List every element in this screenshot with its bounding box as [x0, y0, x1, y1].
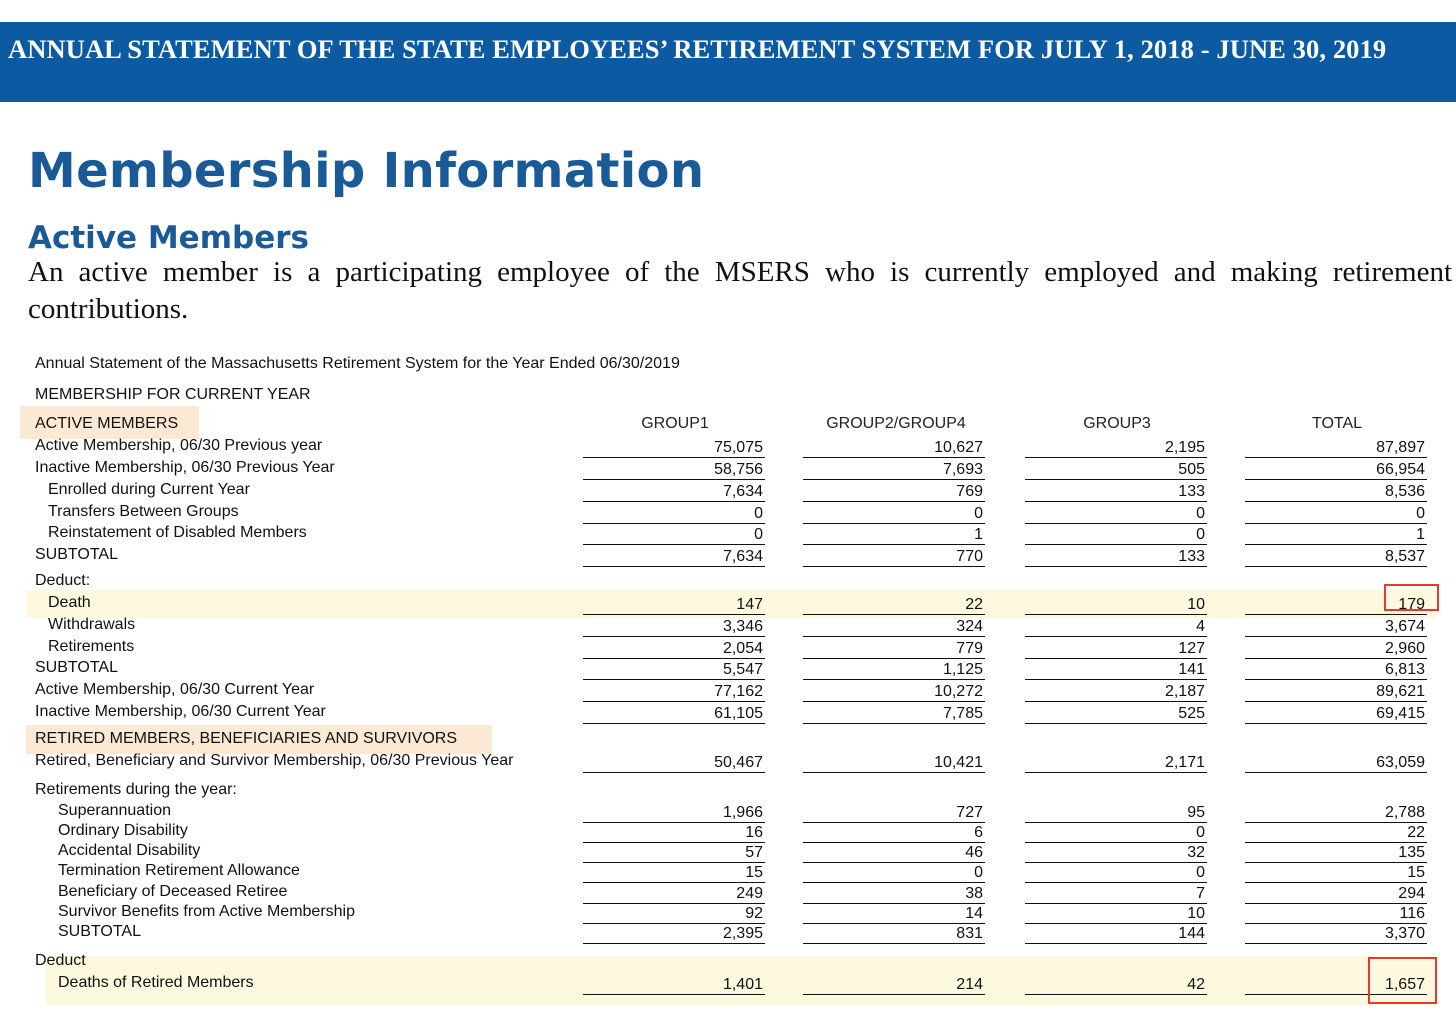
table-cell: [1025, 705, 1207, 724]
section-header: ACTIVE MEMBERS: [35, 415, 179, 432]
cell-value: 2,788: [1384, 804, 1425, 821]
intro-paragraph: An active member is a participating employee of the MSERS who is currently employed and making retirement contributions.: [28, 256, 1452, 325]
table-cell: [803, 439, 985, 458]
statement-caption: Annual Statement of the Massachusetts Retirement System for the Year Ended 06/30/2019: [35, 355, 680, 372]
cell-value: 249: [736, 885, 763, 902]
table-cell: [1025, 526, 1207, 545]
table-cell: [1245, 925, 1427, 944]
cell-value: 7,634: [722, 548, 763, 565]
row-label: Inactive Membership, 06/30 Current Year: [35, 703, 326, 720]
table-cell: [1245, 683, 1427, 702]
cell-value: 6,813: [1384, 661, 1425, 678]
cell-value: 2,171: [1164, 754, 1205, 771]
table-cell: [583, 461, 765, 480]
cell-value: 0: [1196, 526, 1205, 543]
column-header: GROUP1: [641, 415, 709, 432]
table-cell: [1245, 804, 1427, 823]
column-header: GROUP2/GROUP4: [826, 415, 966, 432]
table-cell: [1025, 661, 1207, 680]
table-cell: [583, 483, 765, 502]
cell-value: 0: [1416, 505, 1425, 522]
row-label: Reinstatement of Disabled Members: [48, 524, 307, 541]
table-cell: [583, 976, 765, 995]
table-cell: [583, 804, 765, 823]
row-label: Death: [48, 594, 91, 611]
table-cell: [583, 885, 765, 904]
cell-value: 1,401: [722, 976, 763, 993]
cell-value: 141: [1178, 661, 1205, 678]
table-cell: [803, 526, 985, 545]
cell-value: 769: [956, 483, 983, 500]
table-cell: [803, 804, 985, 823]
cell-value: 2,187: [1164, 683, 1205, 700]
cell-value: 4: [1196, 618, 1205, 635]
section-subtitle: Active Members: [28, 220, 309, 256]
cell-value: 38: [965, 885, 983, 902]
table-cell: [1245, 844, 1427, 863]
table-cell: [583, 439, 765, 458]
cell-value: 147: [736, 596, 763, 613]
table-cell: [583, 526, 765, 545]
cell-value: 2,054: [722, 640, 763, 657]
cell-value: 95: [1187, 804, 1205, 821]
column-header: TOTAL: [1311, 415, 1363, 432]
table-cell: [583, 640, 765, 659]
page-title: Membership Information: [28, 143, 705, 199]
cell-value: 7,693: [942, 461, 983, 478]
cell-value: 58,756: [714, 461, 763, 478]
cell-value: 2,395: [722, 925, 763, 942]
row-label: Survivor Benefits from Active Membership: [58, 903, 355, 920]
cell-value: 144: [1178, 925, 1205, 942]
table-cell: [803, 461, 985, 480]
cell-value: 87,897: [1376, 439, 1425, 456]
table-cell: [1025, 754, 1207, 773]
table-cell: [803, 505, 985, 524]
table-cell: [1025, 439, 1207, 458]
row-label: Accidental Disability: [58, 842, 201, 859]
table-cell: [1025, 864, 1207, 883]
table-cell: [803, 640, 985, 659]
table-cell: [1025, 824, 1207, 843]
table-cell: [803, 483, 985, 502]
table-cell: [1025, 844, 1207, 863]
table-cell: [803, 905, 985, 924]
row-label: Deaths of Retired Members: [58, 974, 254, 991]
row-label: Retired, Beneficiary and Survivor Membership, 06/30 Previous Year: [35, 752, 514, 769]
cell-value: 10: [1187, 905, 1205, 922]
cell-value: 727: [956, 804, 983, 821]
cell-value: 3,346: [722, 618, 763, 635]
table-cell: [583, 661, 765, 680]
cell-value: 127: [1178, 640, 1205, 657]
cell-value: 10,627: [934, 439, 983, 456]
row-label: Enrolled during Current Year: [48, 481, 250, 498]
cell-value: 2,195: [1164, 439, 1205, 456]
cell-value: 61,105: [714, 705, 763, 722]
table-cell: [803, 705, 985, 724]
cell-value: 92: [745, 905, 763, 922]
table-cell: [803, 925, 985, 944]
table-cell: [803, 864, 985, 883]
table-cell: [583, 864, 765, 883]
cell-value: 22: [965, 596, 983, 613]
column-header: GROUP3: [1083, 415, 1151, 432]
row-label: Ordinary Disability: [58, 822, 188, 839]
cell-value: 505: [1178, 461, 1205, 478]
table-cell: [583, 844, 765, 863]
cell-value: 16: [745, 824, 763, 841]
table-cell: [1245, 864, 1427, 883]
cell-value: 10,421: [934, 754, 983, 771]
table-cell: [583, 905, 765, 924]
cell-value: 179: [1398, 596, 1425, 613]
section-header: RETIRED MEMBERS, BENEFICIARIES AND SURVIVORS: [35, 730, 458, 747]
cell-value: 324: [956, 618, 983, 635]
table-cell: [1025, 640, 1207, 659]
table-cell: [1245, 640, 1427, 659]
table-cell: [583, 683, 765, 702]
table-cell: [1245, 483, 1427, 502]
table-cell: [1245, 705, 1427, 724]
table-cell: [583, 925, 765, 944]
cell-value: 7,785: [942, 705, 983, 722]
table-cell: [1025, 804, 1207, 823]
cell-value: 15: [1407, 864, 1425, 881]
table-cell: [1025, 925, 1207, 944]
table-cell: [803, 824, 985, 843]
row-label: Retirements during the year:: [35, 781, 237, 798]
table-cell: [1245, 885, 1427, 904]
cell-value: 133: [1178, 483, 1205, 500]
cell-value: 10: [1187, 596, 1205, 613]
cell-value: 10,272: [934, 683, 983, 700]
cell-value: 15: [745, 864, 763, 881]
table-cell: [1245, 618, 1427, 637]
table-cell: [1245, 505, 1427, 524]
cell-value: 116: [1399, 905, 1425, 922]
table-cell: [1025, 885, 1207, 904]
cell-value: 3,674: [1384, 618, 1425, 635]
cell-value: 1: [1416, 526, 1425, 543]
cell-value: 7,634: [722, 483, 763, 500]
cell-value: 46: [965, 844, 983, 861]
cell-value: 831: [956, 925, 983, 942]
table-cell: [1245, 439, 1427, 458]
cell-value: 770: [956, 548, 983, 565]
table-cell: [1025, 483, 1207, 502]
cell-value: 0: [754, 526, 763, 543]
table-cell: [803, 844, 985, 863]
death-total-callout: [1384, 584, 1439, 611]
cell-value: 3,370: [1384, 925, 1425, 942]
table-cell: [1025, 596, 1207, 615]
cell-value: 779: [956, 640, 983, 657]
cell-value: 1,657: [1384, 976, 1425, 993]
cell-value: 63,059: [1376, 754, 1425, 771]
row-label: Beneficiary of Deceased Retiree: [58, 883, 288, 900]
table-cell: [583, 596, 765, 615]
cell-value: 89,621: [1376, 683, 1425, 700]
row-label: Inactive Membership, 06/30 Previous Year: [35, 459, 335, 476]
row-label: SUBTOTAL: [35, 659, 118, 676]
cell-value: 0: [754, 505, 763, 522]
row-label: Withdrawals: [48, 616, 136, 633]
cell-value: 75,075: [714, 439, 763, 456]
table-cell: [583, 548, 765, 567]
cell-value: 0: [974, 505, 983, 522]
cell-value: 294: [1398, 885, 1425, 902]
table-cell: [583, 618, 765, 637]
statement-section: MEMBERSHIP FOR CURRENT YEAR: [35, 386, 311, 403]
cell-value: 133: [1178, 548, 1205, 565]
table-cell: [803, 618, 985, 637]
cell-value: 1,966: [722, 804, 763, 821]
cell-value: 22: [1407, 824, 1425, 841]
cell-value: 2,960: [1384, 640, 1425, 657]
cell-value: 66,954: [1376, 461, 1425, 478]
cell-value: 6: [974, 824, 983, 841]
row-label: Termination Retirement Allowance: [58, 862, 300, 879]
row-label: SUBTOTAL: [58, 923, 141, 940]
table-cell: [803, 754, 985, 773]
table-cell: [1245, 824, 1427, 843]
cell-value: 525: [1178, 705, 1205, 722]
table-cell: [1245, 661, 1427, 680]
table-cell: [583, 824, 765, 843]
table-cell: [1025, 505, 1207, 524]
cell-value: 214: [956, 976, 983, 993]
cell-value: 0: [1196, 864, 1205, 881]
table-cell: [583, 505, 765, 524]
table-cell: [1025, 618, 1207, 637]
table-cell: [1245, 754, 1427, 773]
row-label: Retirements: [48, 638, 135, 655]
table-cell: [1025, 461, 1207, 480]
cell-value: 135: [1398, 844, 1425, 861]
row-label: Active Membership, 06/30 Previous year: [35, 437, 323, 454]
cell-value: 0: [1196, 505, 1205, 522]
cell-value: 7: [1196, 885, 1205, 902]
table-cell: [803, 661, 985, 680]
cell-value: 0: [974, 864, 983, 881]
cell-value: 77,162: [714, 683, 763, 700]
table-cell: [803, 976, 985, 995]
row-label: Deduct: [35, 952, 86, 969]
deaths-retired-total-callout: [1368, 957, 1437, 1004]
row-label: SUBTOTAL: [35, 546, 118, 563]
table-cell: [1245, 548, 1427, 567]
cell-value: 1,125: [942, 661, 983, 678]
cell-value: 5,547: [722, 661, 763, 678]
cell-value: 69,415: [1376, 705, 1425, 722]
row-label: Transfers Between Groups: [48, 503, 239, 520]
table-cell: [803, 683, 985, 702]
row-label: Active Membership, 06/30 Current Year: [35, 681, 315, 698]
table-cell: [1025, 976, 1207, 995]
banner-title: ANNUAL STATEMENT OF THE STATE EMPLOYEES’ RETIREMENT SYSTEM FOR JULY 1, 2018 - JUNE 30, 2019: [8, 34, 1387, 64]
table-cell: [803, 596, 985, 615]
cell-value: 8,537: [1384, 548, 1425, 565]
table-cell: [1245, 461, 1427, 480]
cell-value: 32: [1187, 844, 1205, 861]
row-label: Deduct:: [35, 572, 91, 589]
table-cell: [583, 705, 765, 724]
table-cell: [1025, 905, 1207, 924]
table-cell: [803, 885, 985, 904]
cell-value: 42: [1187, 976, 1205, 993]
cell-value: 50,467: [714, 754, 763, 771]
table-cell: [803, 548, 985, 567]
cell-value: 1: [974, 526, 983, 543]
cell-value: 0: [1196, 824, 1205, 841]
table-cell: [1245, 905, 1427, 924]
cell-value: 14: [965, 905, 983, 922]
cell-value: 57: [745, 844, 763, 861]
table-cell: [583, 754, 765, 773]
row-label: Superannuation: [58, 802, 171, 819]
table-cell: [1245, 526, 1427, 545]
cell-value: 8,536: [1384, 483, 1425, 500]
table-cell: [1025, 548, 1207, 567]
table-cell: [1025, 683, 1207, 702]
